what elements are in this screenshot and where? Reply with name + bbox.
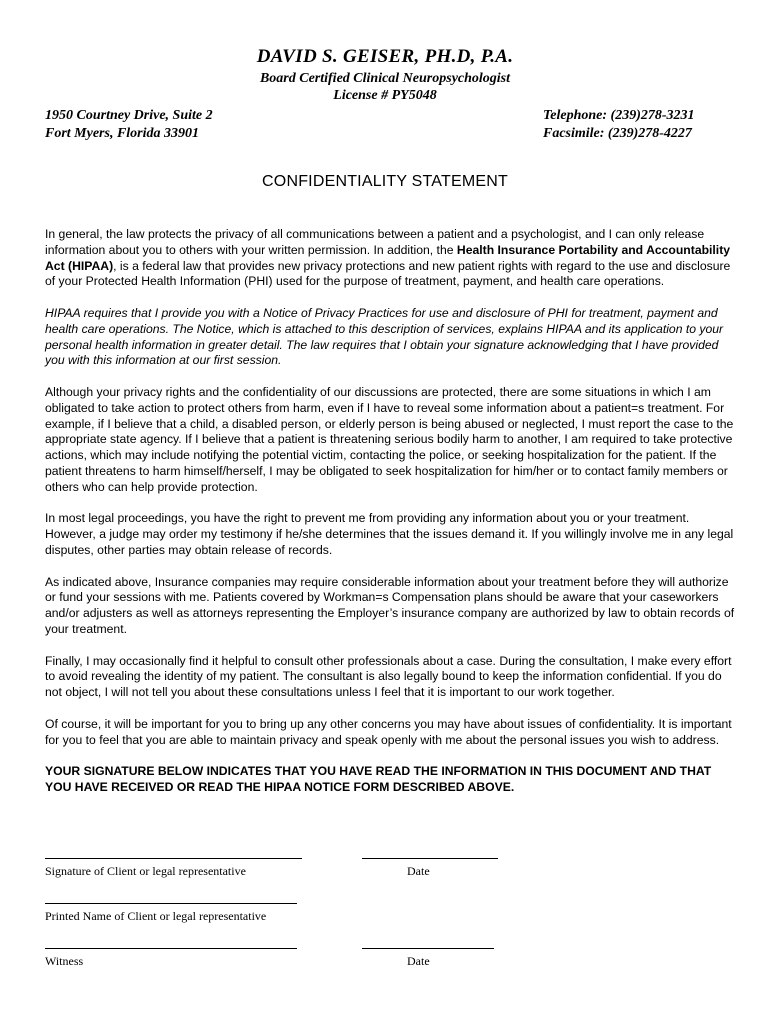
- date-line-1[interactable]: [362, 858, 498, 859]
- paragraph-exceptions: Although your privacy rights and the confidentiality of our discussions are protected, there are some situations in which I am obligated to take action to protect others from harm, even if I have to reveal some information about a patient=s treatment. For example, if I believe that a child, a disabled person, or elderly person is being abused or neglected, I must report the case to the appropriate state agency. If I believe that a patient is threatening serious bodily harm to another, I am required to take protective actions, which may include notifying the potential victim, contacting the police, or seeking hospitalization for the patient. If the patient threatens to harm himself/herself, I may be obligated to seek hospitalization for him/her or to contact family members or others who can help provide protection.: [45, 384, 734, 494]
- telephone: Telephone: (239)278-3231: [543, 108, 695, 123]
- license-number: License # PY5048: [333, 88, 437, 103]
- paragraph-hipaa-intro: [45, 227, 735, 290]
- p1-text-b: , is a federal law that provides new privacy protections and new patient rights with regard to the use and disclosure of your Protected Health Information (PHI) used for the purpose of treatment, payment, and health care operations.: [45, 258, 731, 289]
- facsimile: Facsimile: (239)278-4227: [543, 126, 692, 141]
- client-signature-block: [45, 858, 302, 879]
- printed-name-block: [45, 903, 297, 924]
- document-body: [45, 227, 735, 811]
- practitioner-name: DAVID S. GEISER, PH.D, P.A.: [256, 46, 514, 67]
- street-address: [45, 107, 213, 143]
- credential: Board Certified Clinical Neuropsychologist: [259, 71, 511, 86]
- date-block-2: [362, 948, 494, 969]
- printed-name-line[interactable]: [45, 903, 297, 904]
- witness-label: Witness: [45, 954, 84, 968]
- date-block-1: [362, 858, 498, 879]
- letterhead: [0, 44, 770, 104]
- date-label-1: Date: [407, 864, 430, 878]
- witness-block: [45, 948, 297, 969]
- contact-numbers: [543, 107, 695, 143]
- paragraph-consultation: Finally, I may occasionally find it helpful to consult other professionals about a case. During the consultation, I make every effort to avoid revealing the identity of my patient. The consultant is also legally bound to keep the information confidential. If you do not object, I will not tell you about these consultations unless I feel that it is important to our work together.: [45, 653, 732, 700]
- hipaa-act-name: Health Insurance Portability and Accountability Act (HIPAA): [45, 242, 731, 273]
- address-line-1: 1950 Courtney Drive, Suite 2: [45, 108, 213, 123]
- client-signature-line[interactable]: [45, 858, 302, 859]
- paragraph-legal-proceedings: In most legal proceedings, you have the right to prevent me from providing any information about you or your treatment. However, a judge may order my testimony if he/she determines that the issues demand it. If you willingly involve me in any legal disputes, other parties may obtain release of records.: [45, 511, 734, 557]
- signature-acknowledgement: YOUR SIGNATURE BELOW INDICATES THAT YOU HAVE READ THE INFORMATION IN THIS DOCUMENT AND THAT YOU HAVE RECEIVED OR READ THE HIPAA NOTICE FORM DESCRIBED ABOVE.: [45, 764, 712, 794]
- date-line-2[interactable]: [362, 948, 494, 949]
- address-line-2: Fort Myers, Florida 33901: [45, 126, 200, 141]
- witness-line[interactable]: [45, 948, 297, 949]
- p1-text-a: In general, the law protects the privacy of all communications between a patient and a psychologist, and I can only release information about you to others with your written permission. In addition, the: [45, 227, 705, 257]
- paragraph-insurance: As indicated above, Insurance companies may require considerable information about your treatment before they will authorize or fund your sessions with me. Patients covered by Workman=s Compensation plans should be aware that your caseworkers and/or adjusters as well as attorneys representing the Employer’s insurance company are authorized by law to obtain records of your treatment.: [45, 574, 735, 636]
- client-signature-label: Signature of Client or legal representative: [45, 864, 246, 878]
- date-label-2: Date: [407, 954, 430, 968]
- document-title: CONFIDENTIALITY STATEMENT: [262, 173, 508, 190]
- paragraph-privacy-notice: HIPAA requires that I provide you with a Notice of Privacy Practices for use and disclosure of PHI for treatment, payment and health care operations. The Notice, which is attached to this description of services, explains HIPAA and its application to your personal health information in greater detail. The law requires that I obtain your signature acknowledging that I have provided you with this information at our first session.: [45, 305, 724, 368]
- paragraph-concerns: Of course, it will be important for you to bring up any other concerns you may have about issues of confidentiality. It is important for you to feel that you are able to maintain privacy and speak openly with me about the personal issues you wish to address.: [45, 716, 732, 747]
- printed-name-label: Printed Name of Client or legal representative: [45, 909, 267, 923]
